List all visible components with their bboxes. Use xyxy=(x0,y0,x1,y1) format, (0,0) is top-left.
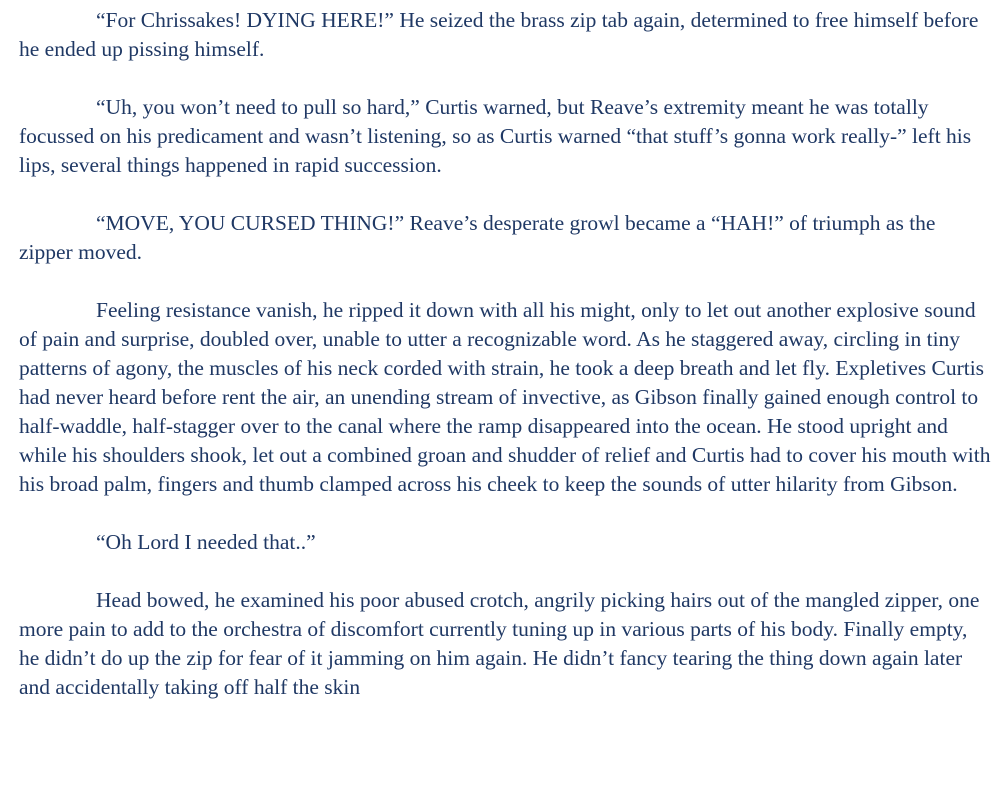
paragraph-5: “Oh Lord I needed that..” xyxy=(96,530,316,554)
paragraph-6: Head bowed, he examined his poor abused crotch, angrily picking hairs out of the mangled zipper, one more pain to add to the orchestra of discomfort currently tuning up in various parts of his body. Finally empty, he didn’t do up the zip for fear of it jamming on him again. He didn’t fancy tearing the thing down again later and accidentally taking off half the skin xyxy=(19,588,980,699)
paragraph-2: “Uh, you won’t need to pull so hard,” Curtis warned, but Reave’s extremity meant he was totally focussed on his predicament and wasn’t listening, so as Curtis warned “that stuff’s gonna work really-” left his lips, several things happened in rapid succession. xyxy=(19,95,972,177)
paragraph-4: Feeling resistance vanish, he ripped it down with all his might, only to let out another explosive sound of pain and surprise, doubled over, unable to utter a recognizable word. As he staggered away, circling in tiny patterns of agony, the muscles of his neck corded with strain, he took a deep breath and let fly. Expletives Curtis had never heard before rent the air, an unending stream of invective, as Gibson finally gained enough control to half-waddle, half-stagger over to the canal where the ramp disappeared into the ocean. He stood upright and while his shoulders shook, let out a combined groan and shudder of relief and Curtis had to cover his mouth with his broad palm, fingers and thumb clamped across his cheek to keep the sounds of utter hilarity from Gibson. xyxy=(19,298,991,496)
paragraph-1: “For Chrissakes! DYING HERE!” He seized the brass zip tab again, determined to free himself before he ended up pissing himself. xyxy=(19,8,979,61)
paragraph-3: “MOVE, YOU CURSED THING!” Reave’s desperate growl became a “HAH!” of triumph as the zipper moved. xyxy=(19,211,936,264)
document-page xyxy=(19,6,991,702)
